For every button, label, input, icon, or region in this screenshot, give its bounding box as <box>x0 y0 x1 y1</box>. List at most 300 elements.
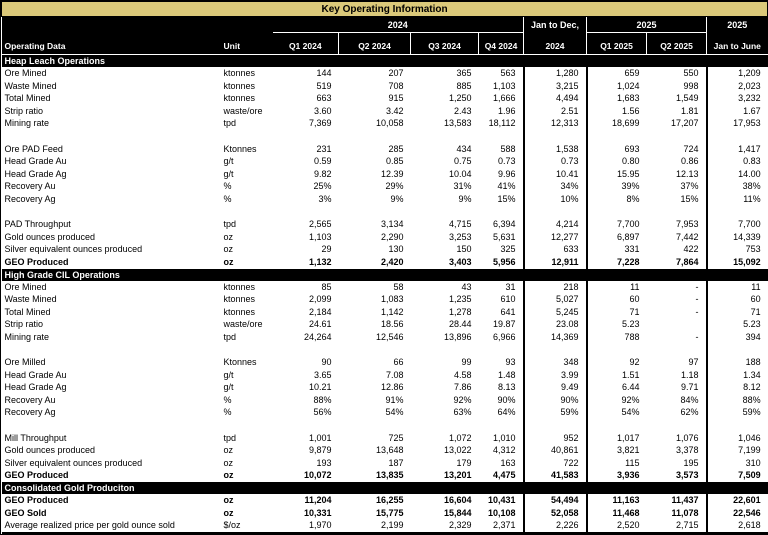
cell-value: 11,437 <box>647 494 707 507</box>
cell-value: 0.83 <box>707 155 768 168</box>
cell-value: 3.99 <box>524 369 587 382</box>
row-unit: tpd <box>217 432 273 445</box>
title-row <box>2 2 768 17</box>
cell-value: 7,700 <box>587 218 647 231</box>
cell-value: 2,329 <box>411 519 479 533</box>
cell-value: 3.60 <box>273 105 339 118</box>
cell-value: 6,966 <box>479 331 524 344</box>
cell-value: 88% <box>273 394 339 407</box>
cell-value: 1.51 <box>587 369 647 382</box>
cell-value: 2,565 <box>273 218 339 231</box>
cell-value: 19.87 <box>479 318 524 331</box>
table-row <box>2 457 768 470</box>
row-unit: g/t <box>217 381 273 394</box>
row-unit: % <box>217 394 273 407</box>
cell-value: 60 <box>707 293 768 306</box>
cell-value: 0.75 <box>411 155 479 168</box>
row-unit: oz <box>217 457 273 470</box>
cell-value: 1.96 <box>479 105 524 118</box>
cell-value: 13,201 <box>411 469 479 482</box>
row-unit: % <box>217 180 273 193</box>
cell-value: 195 <box>647 457 707 470</box>
cell-value: 7,953 <box>647 218 707 231</box>
cell-value: 64% <box>479 406 524 419</box>
row-label <box>2 419 217 432</box>
row-label: Total Mined <box>2 306 217 319</box>
cell-value <box>273 130 339 143</box>
row-unit: g/t <box>217 369 273 382</box>
table-row <box>2 394 768 407</box>
cell-value: 10,058 <box>339 117 411 130</box>
row-unit <box>217 206 273 219</box>
cell-value: 11,468 <box>587 507 647 520</box>
table-row <box>2 180 768 193</box>
cell-value: 0.73 <box>479 155 524 168</box>
row-label <box>2 130 217 143</box>
cell-value <box>647 318 707 331</box>
cell-value: 708 <box>339 80 411 93</box>
cell-value: 788 <box>587 331 647 344</box>
cell-value: 1.56 <box>587 105 647 118</box>
cell-value: 0.73 <box>524 155 587 168</box>
cell-value: 3,378 <box>647 444 707 457</box>
q2-2025-header: Q2 2025 <box>647 33 707 55</box>
cell-value <box>707 343 768 356</box>
cell-value: 90 <box>273 356 339 369</box>
cell-value: 0.80 <box>587 155 647 168</box>
table-row <box>2 293 768 306</box>
q1-2024-header: Q1 2024 <box>273 33 339 55</box>
cell-value <box>524 130 587 143</box>
ytd-2025-header-line1: 2025 <box>707 17 768 33</box>
cell-value: 1,235 <box>411 293 479 306</box>
cell-value <box>524 419 587 432</box>
cell-value: 90% <box>524 394 587 407</box>
cell-value: 71 <box>707 306 768 319</box>
cell-value <box>524 206 587 219</box>
cell-value: 7,864 <box>647 256 707 269</box>
cell-value <box>411 206 479 219</box>
cell-value: 5,027 <box>524 293 587 306</box>
cell-value <box>647 343 707 356</box>
cell-value: 1,970 <box>273 519 339 533</box>
section-header-row <box>2 269 768 281</box>
cell-value <box>273 206 339 219</box>
cell-value: 5,631 <box>479 231 524 244</box>
cell-value: 2,715 <box>647 519 707 533</box>
row-unit: ktonnes <box>217 67 273 80</box>
table-row <box>2 519 768 533</box>
cell-value <box>479 419 524 432</box>
row-unit: oz <box>217 256 273 269</box>
row-unit: % <box>217 406 273 419</box>
cell-value <box>587 419 647 432</box>
cell-value: 310 <box>707 457 768 470</box>
cell-value: 331 <box>587 243 647 256</box>
cell-value: 17,953 <box>707 117 768 130</box>
cell-value <box>707 206 768 219</box>
cell-value: 1,538 <box>524 143 587 156</box>
row-unit: ktonnes <box>217 92 273 105</box>
cell-value: 1,001 <box>273 432 339 445</box>
cell-value: 13,022 <box>411 444 479 457</box>
cell-value: 90% <box>479 394 524 407</box>
cell-value: 91% <box>339 394 411 407</box>
row-unit: ktonnes <box>217 306 273 319</box>
cell-value: 13,896 <box>411 331 479 344</box>
cell-value: 12,313 <box>524 117 587 130</box>
cell-value: 1,142 <box>339 306 411 319</box>
section-header: High Grade CIL Operations <box>2 269 768 281</box>
cell-value: 1,278 <box>411 306 479 319</box>
cell-value: 92% <box>587 394 647 407</box>
cell-value <box>647 419 707 432</box>
row-unit: ktonnes <box>217 293 273 306</box>
cell-value: 54% <box>587 406 647 419</box>
row-unit <box>217 343 273 356</box>
cell-value: 693 <box>587 143 647 156</box>
cell-value: 3,573 <box>647 469 707 482</box>
cell-value: 4,214 <box>524 218 587 231</box>
cell-value: 9.96 <box>479 168 524 181</box>
section-header: Heap Leach Operations <box>2 55 768 68</box>
cell-value <box>339 130 411 143</box>
cell-value: 550 <box>647 67 707 80</box>
cell-value: 1,417 <box>707 143 768 156</box>
table-row <box>2 306 768 319</box>
cell-value: 725 <box>339 432 411 445</box>
cell-value: 9% <box>411 193 479 206</box>
cell-value: 3,134 <box>339 218 411 231</box>
table-row <box>2 331 768 344</box>
row-unit: oz <box>217 469 273 482</box>
cell-value: 7,199 <box>707 444 768 457</box>
cell-value: 753 <box>707 243 768 256</box>
cell-value: 11,078 <box>647 507 707 520</box>
cell-value <box>647 206 707 219</box>
cell-value: 915 <box>339 92 411 105</box>
cell-value: 9.49 <box>524 381 587 394</box>
table-row <box>2 117 768 130</box>
cell-value: 39% <box>587 180 647 193</box>
cell-value: 4.58 <box>411 369 479 382</box>
spacer-row <box>2 419 768 432</box>
cell-value: 10,331 <box>273 507 339 520</box>
cell-value: 11,163 <box>587 494 647 507</box>
table-row <box>2 281 768 294</box>
cell-value: 22,601 <box>707 494 768 507</box>
cell-value: 31 <box>479 281 524 294</box>
cell-value: 14,339 <box>707 231 768 244</box>
cell-value: 6,897 <box>587 231 647 244</box>
cell-value: 193 <box>273 457 339 470</box>
row-label: GEO Produced <box>2 469 217 482</box>
cell-value: 5.23 <box>587 318 647 331</box>
spacer-row <box>2 130 768 143</box>
cell-value: 1.34 <box>707 369 768 382</box>
jan-to-dec-header-line1: Jan to Dec, <box>524 17 587 33</box>
cell-value: 231 <box>273 143 339 156</box>
cell-value: 1,683 <box>587 92 647 105</box>
cell-value: 60 <box>587 293 647 306</box>
cell-value <box>273 419 339 432</box>
cell-value: 2,099 <box>273 293 339 306</box>
cell-value: 5,956 <box>479 256 524 269</box>
cell-value: 9.71 <box>647 381 707 394</box>
cell-value: 11% <box>707 193 768 206</box>
row-unit: oz <box>217 494 273 507</box>
row-label: Head Grade Au <box>2 369 217 382</box>
cell-value: 1.81 <box>647 105 707 118</box>
cell-value: 2,184 <box>273 306 339 319</box>
cell-value: 1,250 <box>411 92 479 105</box>
row-unit: ktonnes <box>217 80 273 93</box>
row-label: Recovery Au <box>2 394 217 407</box>
cell-value: - <box>647 331 707 344</box>
cell-value: 93 <box>479 356 524 369</box>
cell-value <box>707 419 768 432</box>
cell-value: 2,371 <box>479 519 524 533</box>
table-row <box>2 193 768 206</box>
cell-value: 998 <box>647 80 707 93</box>
row-unit: Ktonnes <box>217 356 273 369</box>
row-label: GEO Produced <box>2 256 217 269</box>
cell-value <box>587 130 647 143</box>
row-unit: waste/ore <box>217 105 273 118</box>
table-row <box>2 218 768 231</box>
cell-value <box>273 343 339 356</box>
cell-value: 56% <box>273 406 339 419</box>
cell-value: 8% <box>587 193 647 206</box>
cell-value: 37% <box>647 180 707 193</box>
table-row <box>2 494 768 507</box>
cell-value: 10,072 <box>273 469 339 482</box>
table-row <box>2 507 768 520</box>
cell-value: 9,879 <box>273 444 339 457</box>
cell-value: 2,618 <box>707 519 768 533</box>
row-unit: ktonnes <box>217 281 273 294</box>
cell-value: 15.95 <box>587 168 647 181</box>
operating-data-table <box>1 1 768 534</box>
row-label: Recovery Ag <box>2 406 217 419</box>
row-unit: g/t <box>217 168 273 181</box>
cell-value <box>411 130 479 143</box>
cell-value: 7.08 <box>339 369 411 382</box>
cell-value: 12.13 <box>647 168 707 181</box>
q1-2025-header: Q1 2025 <box>587 33 647 55</box>
cell-value: - <box>647 281 707 294</box>
cell-value: 85 <box>273 281 339 294</box>
row-label: Head Grade Au <box>2 155 217 168</box>
cell-value: 16,604 <box>411 494 479 507</box>
cell-value: 38% <box>707 180 768 193</box>
row-unit: oz <box>217 243 273 256</box>
row-unit: tpd <box>217 117 273 130</box>
row-unit: g/t <box>217 155 273 168</box>
cell-value: 4,475 <box>479 469 524 482</box>
cell-value: 3% <box>273 193 339 206</box>
cell-value: 28.44 <box>411 318 479 331</box>
cell-value <box>339 343 411 356</box>
cell-value: 12.86 <box>339 381 411 394</box>
cell-value <box>587 343 647 356</box>
row-unit: % <box>217 193 273 206</box>
cell-value: 8.12 <box>707 381 768 394</box>
cell-value: 3,821 <box>587 444 647 457</box>
table-row <box>2 381 768 394</box>
q3-2024-header: Q3 2024 <box>411 33 479 55</box>
cell-value: 22,546 <box>707 507 768 520</box>
cell-value: 1,024 <box>587 80 647 93</box>
cell-value: 18.56 <box>339 318 411 331</box>
row-label: Silver equivalent ounces produced <box>2 457 217 470</box>
cell-value: 150 <box>411 243 479 256</box>
cell-value: 2,420 <box>339 256 411 269</box>
row-label: Total Mined <box>2 92 217 105</box>
table-row <box>2 67 768 80</box>
cell-value: 15,844 <box>411 507 479 520</box>
cell-value: 4,494 <box>524 92 587 105</box>
row-label: Ore Mined <box>2 67 217 80</box>
cell-value: 54,494 <box>524 494 587 507</box>
cell-value: 58 <box>339 281 411 294</box>
cell-value: 40,861 <box>524 444 587 457</box>
cell-value: 5,245 <box>524 306 587 319</box>
cell-value: 3,936 <box>587 469 647 482</box>
cell-value: 24.61 <box>273 318 339 331</box>
cell-value: 41% <box>479 180 524 193</box>
cell-value: 1,280 <box>524 67 587 80</box>
cell-value: 99 <box>411 356 479 369</box>
row-unit: $/oz <box>217 519 273 533</box>
cell-value: 92% <box>411 394 479 407</box>
cell-value: 2,023 <box>707 80 768 93</box>
cell-value: 15,092 <box>707 256 768 269</box>
header-spacer <box>2 17 273 33</box>
cell-value: 1.48 <box>479 369 524 382</box>
cell-value: 1,076 <box>647 432 707 445</box>
cell-value: 163 <box>479 457 524 470</box>
cell-value: 218 <box>524 281 587 294</box>
cell-value: 11 <box>587 281 647 294</box>
cell-value: 31% <box>411 180 479 193</box>
spacer-row <box>2 343 768 356</box>
cell-value: 1.18 <box>647 369 707 382</box>
cell-value: 724 <box>647 143 707 156</box>
cell-value: 434 <box>411 143 479 156</box>
cell-value: 115 <box>587 457 647 470</box>
cell-value: 10,108 <box>479 507 524 520</box>
cell-value: 59% <box>707 406 768 419</box>
table-row <box>2 444 768 457</box>
cell-value: 952 <box>524 432 587 445</box>
cell-value <box>479 343 524 356</box>
cell-value <box>707 130 768 143</box>
row-label: Waste Mined <box>2 293 217 306</box>
cell-value: 15% <box>479 193 524 206</box>
cell-value: 563 <box>479 67 524 80</box>
cell-value: 1,046 <box>707 432 768 445</box>
cell-value: 34% <box>524 180 587 193</box>
cell-value: 8.13 <box>479 381 524 394</box>
cell-value: 18,112 <box>479 117 524 130</box>
cell-value <box>411 419 479 432</box>
row-label: Recovery Au <box>2 180 217 193</box>
row-label: Recovery Ag <box>2 193 217 206</box>
row-label: Gold ounces produced <box>2 231 217 244</box>
table-row <box>2 243 768 256</box>
table-row <box>2 369 768 382</box>
cell-value: 0.85 <box>339 155 411 168</box>
row-label: GEO Sold <box>2 507 217 520</box>
cell-value: 588 <box>479 143 524 156</box>
cell-value: 66 <box>339 356 411 369</box>
table-row <box>2 80 768 93</box>
cell-value: 187 <box>339 457 411 470</box>
unit-header: Unit <box>217 33 273 55</box>
row-unit: Ktonnes <box>217 143 273 156</box>
table-row <box>2 432 768 445</box>
row-label: Head Grade Ag <box>2 381 217 394</box>
cell-value: 325 <box>479 243 524 256</box>
section-header-row <box>2 482 768 494</box>
header-column-row <box>2 33 768 55</box>
cell-value: 29 <box>273 243 339 256</box>
spacer-row <box>2 206 768 219</box>
table-row <box>2 318 768 331</box>
cell-value: 3.65 <box>273 369 339 382</box>
cell-value: 11,204 <box>273 494 339 507</box>
cell-value: 15% <box>647 193 707 206</box>
cell-value: 41,583 <box>524 469 587 482</box>
cell-value: 144 <box>273 67 339 80</box>
cell-value: 12,911 <box>524 256 587 269</box>
ytd-2025-header-line2: Jan to June <box>707 33 768 55</box>
cell-value: 7,509 <box>707 469 768 482</box>
header-group-row <box>2 17 768 33</box>
cell-value: 633 <box>524 243 587 256</box>
table-row <box>2 231 768 244</box>
cell-value: 348 <box>524 356 587 369</box>
cell-value: 12.39 <box>339 168 411 181</box>
row-unit <box>217 419 273 432</box>
table-row <box>2 155 768 168</box>
cell-value: 1,017 <box>587 432 647 445</box>
table-row <box>2 406 768 419</box>
cell-value: 2,226 <box>524 519 587 533</box>
cell-value: 179 <box>411 457 479 470</box>
cell-value: 130 <box>339 243 411 256</box>
cell-value: 659 <box>587 67 647 80</box>
row-unit: tpd <box>217 218 273 231</box>
cell-value: 7,228 <box>587 256 647 269</box>
cell-value: 3.42 <box>339 105 411 118</box>
cell-value: 13,835 <box>339 469 411 482</box>
table-body <box>2 55 768 533</box>
cell-value <box>339 206 411 219</box>
cell-value: 365 <box>411 67 479 80</box>
cell-value <box>479 130 524 143</box>
cell-value <box>479 206 524 219</box>
cell-value: 1,132 <box>273 256 339 269</box>
cell-value: 62% <box>647 406 707 419</box>
cell-value: 1,103 <box>273 231 339 244</box>
cell-value: 24,264 <box>273 331 339 344</box>
row-label: Ore Mined <box>2 281 217 294</box>
row-unit: oz <box>217 444 273 457</box>
cell-value: 14,369 <box>524 331 587 344</box>
cell-value: 3,253 <box>411 231 479 244</box>
